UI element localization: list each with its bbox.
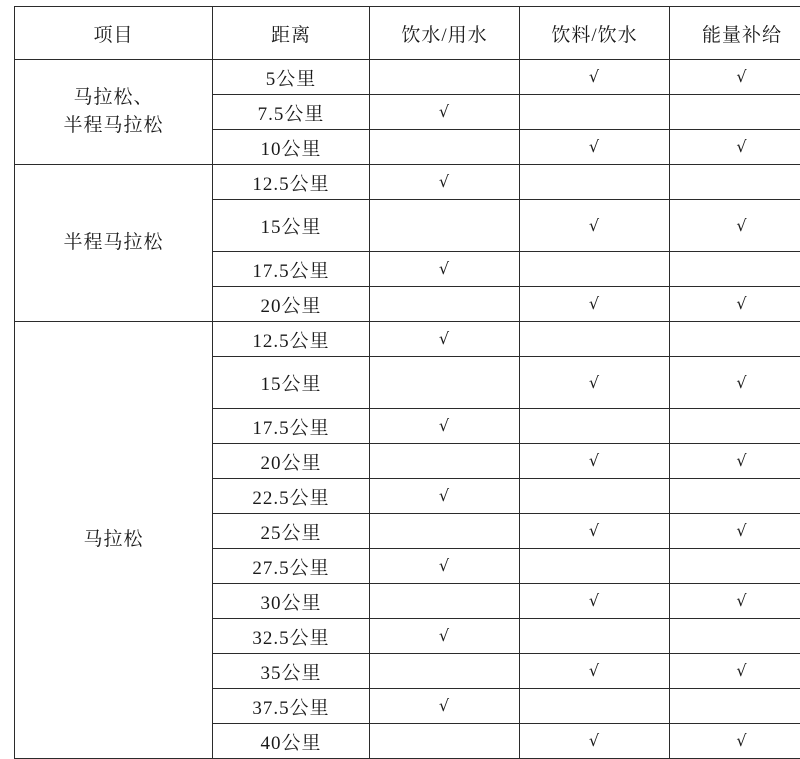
energy-mark-cell [670, 60, 800, 95]
check-icon: √ [589, 593, 600, 609]
water-mark-cell [370, 409, 520, 444]
water-mark-cell [370, 549, 520, 584]
check-icon: √ [439, 488, 450, 504]
category-label: 半程马拉松 [15, 112, 212, 140]
water-mark-cell [370, 357, 520, 409]
header-cell-drink: 饮料/饮水 [520, 7, 670, 60]
check-icon: √ [736, 663, 747, 679]
energy-mark-cell [670, 444, 800, 479]
energy-mark-cell [670, 287, 800, 322]
header-cell-category: 项目 [15, 7, 213, 60]
distance-cell: 20公里 [213, 444, 370, 479]
check-icon: √ [439, 104, 450, 120]
check-icon: √ [736, 218, 747, 234]
drink-mark-cell [520, 130, 670, 165]
energy-mark-cell [670, 514, 800, 549]
distance-cell: 32.5公里 [213, 619, 370, 654]
distance-cell: 35公里 [213, 654, 370, 689]
check-icon: √ [736, 139, 747, 155]
distance-cell: 22.5公里 [213, 479, 370, 514]
table-body [15, 60, 800, 759]
drink-mark-cell [520, 654, 670, 689]
energy-mark-cell [670, 619, 800, 654]
drink-mark-cell [520, 287, 670, 322]
drink-mark-cell [520, 60, 670, 95]
water-mark-cell [370, 654, 520, 689]
drink-mark-cell [520, 357, 670, 409]
distance-cell: 10公里 [213, 130, 370, 165]
drink-mark-cell [520, 252, 670, 287]
drink-mark-cell [520, 514, 670, 549]
table-row [15, 165, 800, 200]
distance-cell: 15公里 [213, 200, 370, 252]
distance-cell: 30公里 [213, 584, 370, 619]
drink-mark-cell [520, 95, 670, 130]
header-cell-distance: 距离 [213, 7, 370, 60]
energy-mark-cell [670, 689, 800, 724]
distance-cell: 17.5公里 [213, 409, 370, 444]
water-mark-cell [370, 200, 520, 252]
drink-mark-cell [520, 619, 670, 654]
energy-mark-cell [670, 95, 800, 130]
table-row [15, 60, 800, 95]
energy-mark-cell [670, 130, 800, 165]
drink-mark-cell [520, 584, 670, 619]
category-cell [15, 60, 213, 165]
water-mark-cell [370, 514, 520, 549]
distance-cell: 37.5公里 [213, 689, 370, 724]
check-icon: √ [736, 69, 747, 85]
drink-mark-cell [520, 689, 670, 724]
check-icon: √ [589, 218, 600, 234]
water-mark-cell [370, 479, 520, 514]
check-icon: √ [736, 593, 747, 609]
check-icon: √ [439, 628, 450, 644]
distance-cell: 20公里 [213, 287, 370, 322]
header-cell-energy: 能量补给 [670, 7, 800, 60]
header-cell-water: 饮水/用水 [370, 7, 520, 60]
drink-mark-cell [520, 479, 670, 514]
distance-cell: 17.5公里 [213, 252, 370, 287]
check-icon: √ [736, 375, 747, 391]
energy-mark-cell [670, 252, 800, 287]
drink-mark-cell [520, 444, 670, 479]
energy-mark-cell [670, 724, 800, 759]
check-icon: √ [736, 733, 747, 749]
check-icon: √ [589, 523, 600, 539]
water-mark-cell [370, 724, 520, 759]
energy-mark-cell [670, 165, 800, 200]
water-mark-cell [370, 130, 520, 165]
distance-cell: 25公里 [213, 514, 370, 549]
check-icon: √ [439, 698, 450, 714]
check-icon: √ [736, 296, 747, 312]
check-icon: √ [439, 331, 450, 347]
distance-cell: 15公里 [213, 357, 370, 409]
drink-mark-cell [520, 165, 670, 200]
water-mark-cell [370, 584, 520, 619]
energy-mark-cell [670, 479, 800, 514]
distance-cell: 40公里 [213, 724, 370, 759]
water-mark-cell [370, 287, 520, 322]
water-mark-cell [370, 322, 520, 357]
energy-mark-cell [670, 549, 800, 584]
energy-mark-cell [670, 409, 800, 444]
category-label: 半程马拉松 [15, 229, 212, 257]
category-label: 马拉松、 [15, 84, 212, 112]
aid-station-table [14, 6, 800, 759]
water-mark-cell [370, 165, 520, 200]
drink-mark-cell [520, 200, 670, 252]
check-icon: √ [439, 261, 450, 277]
distance-cell: 27.5公里 [213, 549, 370, 584]
distance-cell: 12.5公里 [213, 165, 370, 200]
water-mark-cell [370, 619, 520, 654]
energy-mark-cell [670, 322, 800, 357]
table-row [15, 322, 800, 357]
check-icon: √ [589, 375, 600, 391]
category-cell [15, 165, 213, 322]
category-cell [15, 322, 213, 759]
check-icon: √ [589, 733, 600, 749]
drink-mark-cell [520, 549, 670, 584]
energy-mark-cell [670, 357, 800, 409]
energy-mark-cell [670, 200, 800, 252]
energy-mark-cell [670, 654, 800, 689]
drink-mark-cell [520, 409, 670, 444]
check-icon: √ [439, 418, 450, 434]
check-icon: √ [736, 523, 747, 539]
check-icon: √ [589, 296, 600, 312]
check-icon: √ [589, 663, 600, 679]
check-icon: √ [589, 69, 600, 85]
distance-cell: 7.5公里 [213, 95, 370, 130]
distance-cell: 5公里 [213, 60, 370, 95]
category-label: 马拉松 [15, 526, 212, 554]
water-mark-cell [370, 60, 520, 95]
check-icon: √ [589, 453, 600, 469]
table-header-row [15, 7, 800, 60]
distance-cell: 12.5公里 [213, 322, 370, 357]
water-mark-cell [370, 95, 520, 130]
check-icon: √ [439, 174, 450, 190]
water-mark-cell [370, 689, 520, 724]
energy-mark-cell [670, 584, 800, 619]
check-icon: √ [589, 139, 600, 155]
check-icon: √ [736, 453, 747, 469]
check-icon: √ [439, 558, 450, 574]
table-header [15, 7, 800, 60]
drink-mark-cell [520, 322, 670, 357]
water-mark-cell [370, 252, 520, 287]
drink-mark-cell [520, 724, 670, 759]
water-mark-cell [370, 444, 520, 479]
